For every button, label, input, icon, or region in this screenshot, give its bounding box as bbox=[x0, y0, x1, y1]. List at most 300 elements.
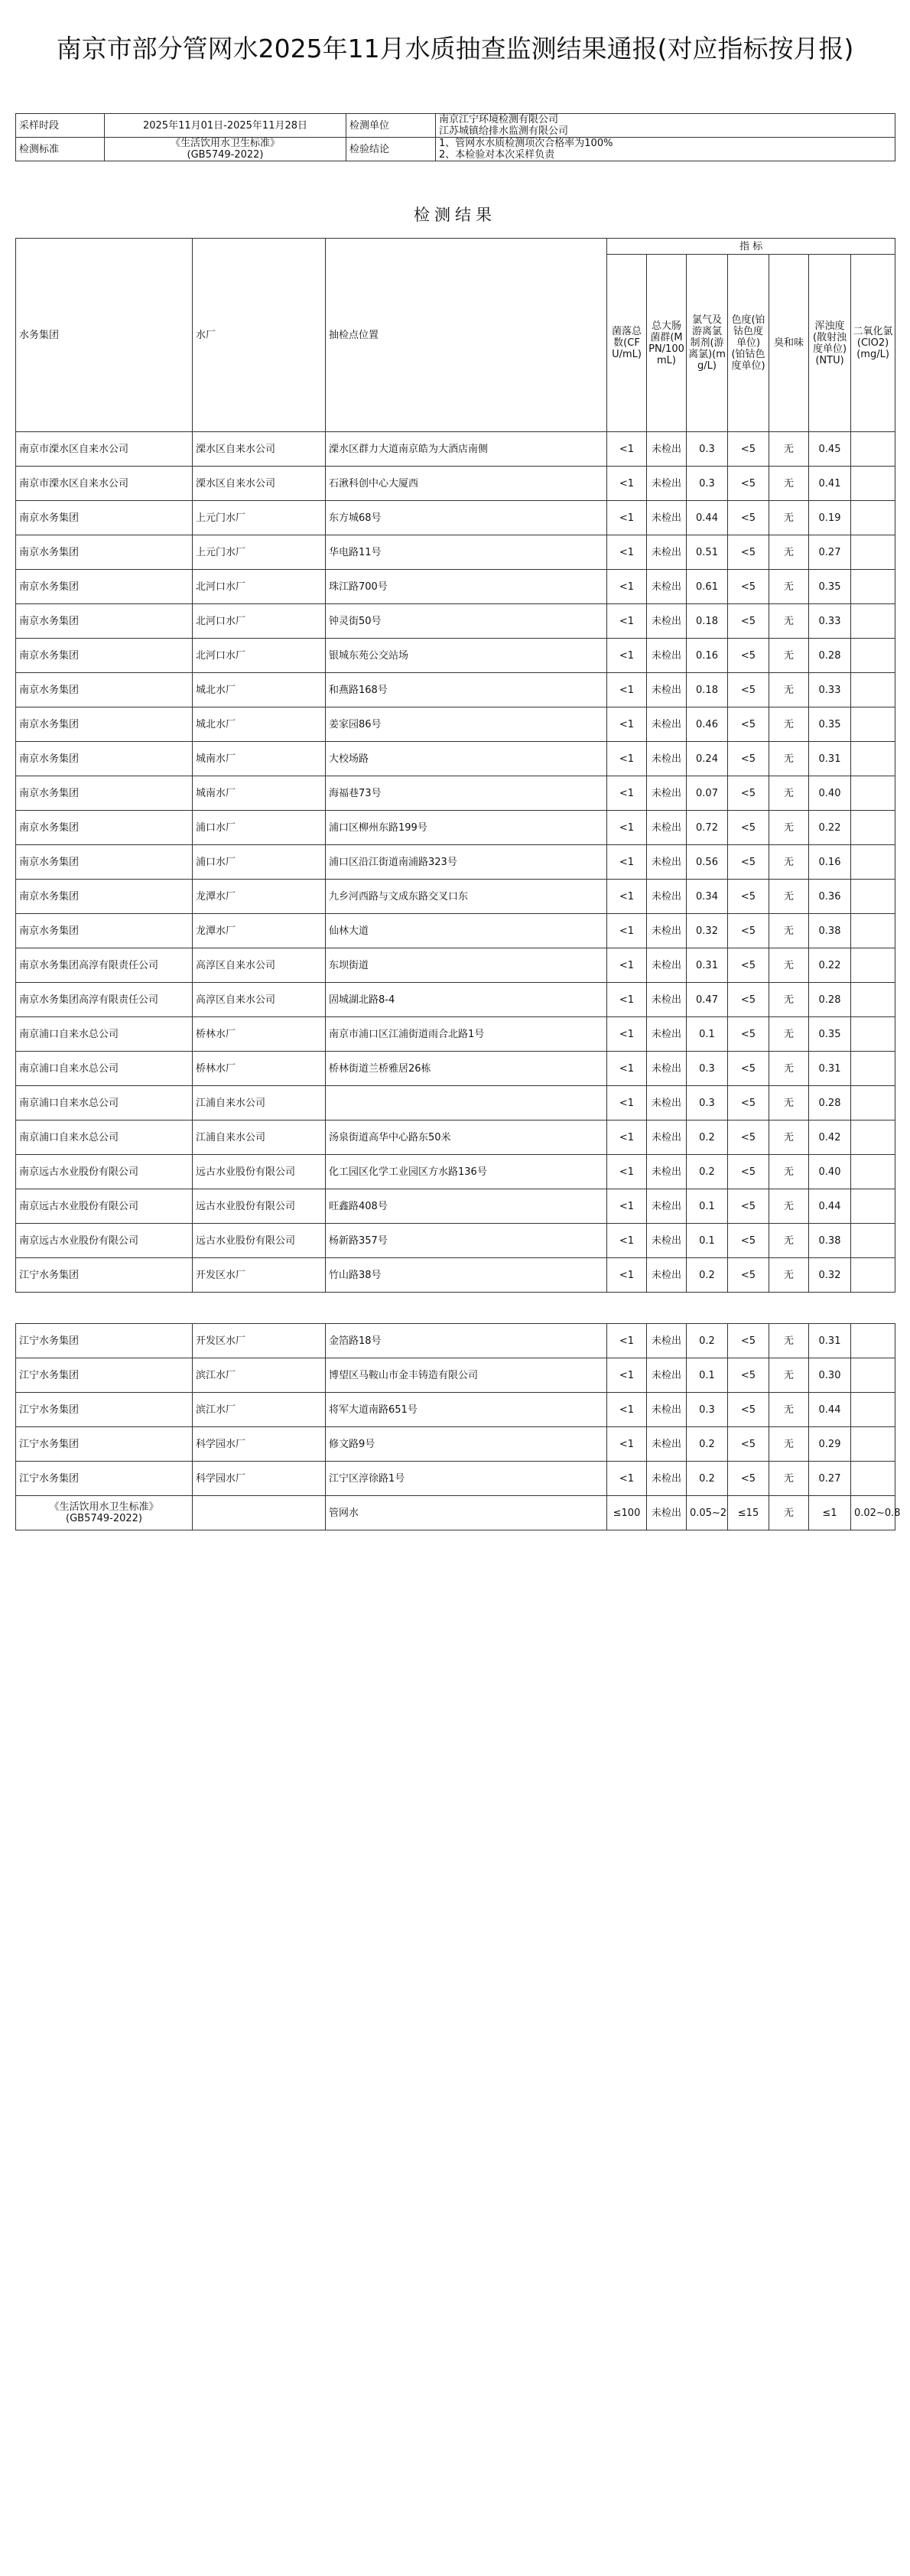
cell-turbidity: 0.29 bbox=[809, 1427, 851, 1462]
cell-odor: 无 bbox=[769, 1189, 809, 1224]
cell-location: 华电路11号 bbox=[326, 535, 607, 570]
cell-cfu: <1 bbox=[607, 1358, 647, 1393]
table-row bbox=[16, 776, 895, 811]
cell-turbidity: 0.28 bbox=[809, 639, 851, 673]
cell-coliform: 未检出 bbox=[647, 1427, 687, 1462]
cell-cfu: <1 bbox=[607, 432, 647, 467]
table-row bbox=[16, 983, 895, 1017]
cell-plant: 北河口水厂 bbox=[193, 570, 326, 604]
standard-row bbox=[16, 1496, 895, 1530]
table-row bbox=[16, 1258, 895, 1293]
cell-clo2 bbox=[851, 501, 895, 535]
cell-odor: 无 bbox=[769, 914, 809, 948]
cell-chlorine: 0.72 bbox=[687, 811, 728, 845]
info-table bbox=[15, 113, 895, 161]
cell-color: <5 bbox=[728, 1224, 769, 1258]
cell-coliform: 未检出 bbox=[647, 604, 687, 639]
cell-location: 银城东苑公交站场 bbox=[326, 639, 607, 673]
cell-location: 东方城68号 bbox=[326, 501, 607, 535]
cell-color: <5 bbox=[728, 673, 769, 707]
cell-cfu: <1 bbox=[607, 948, 647, 983]
cell-clo2 bbox=[851, 1358, 895, 1393]
standard-v2: 未检出 bbox=[647, 1496, 687, 1530]
cell-plant: 城南水厂 bbox=[193, 742, 326, 776]
cell-chlorine: 0.46 bbox=[687, 707, 728, 742]
cell-location: 海福巷73号 bbox=[326, 776, 607, 811]
table-row bbox=[16, 570, 895, 604]
cell-odor: 无 bbox=[769, 776, 809, 811]
cell-cfu: <1 bbox=[607, 776, 647, 811]
cell-plant: 北河口水厂 bbox=[193, 604, 326, 639]
header-col7: 二氧化氯(ClO2)(mg/L) bbox=[851, 255, 895, 432]
cell-turbidity: 0.35 bbox=[809, 707, 851, 742]
cell-group: 南京浦口自来水总公司 bbox=[16, 1086, 193, 1120]
cell-turbidity: 0.28 bbox=[809, 1086, 851, 1120]
cell-turbidity: 0.35 bbox=[809, 570, 851, 604]
cell-clo2 bbox=[851, 604, 895, 639]
cell-cfu: <1 bbox=[607, 880, 647, 914]
table-row bbox=[16, 604, 895, 639]
cell-odor: 无 bbox=[769, 1324, 809, 1358]
cell-chlorine: 0.1 bbox=[687, 1017, 728, 1052]
cell-turbidity: 0.19 bbox=[809, 501, 851, 535]
cell-group: 江宁水务集团 bbox=[16, 1324, 193, 1358]
cell-coliform: 未检出 bbox=[647, 673, 687, 707]
cell-cfu: <1 bbox=[607, 811, 647, 845]
cell-group: 江宁水务集团 bbox=[16, 1258, 193, 1293]
cell-color: <5 bbox=[728, 983, 769, 1017]
cell-clo2 bbox=[851, 432, 895, 467]
cell-clo2 bbox=[851, 742, 895, 776]
conclusion-value bbox=[436, 138, 895, 161]
cell-chlorine: 0.1 bbox=[687, 1358, 728, 1393]
cell-plant: 科学园水厂 bbox=[193, 1462, 326, 1496]
standard-v3: 0.05~2 bbox=[687, 1496, 728, 1530]
cell-color: <5 bbox=[728, 1462, 769, 1496]
cell-chlorine: 0.34 bbox=[687, 880, 728, 914]
cell-color: <5 bbox=[728, 467, 769, 501]
cell-clo2 bbox=[851, 1120, 895, 1155]
cell-location: 钟灵街50号 bbox=[326, 604, 607, 639]
cell-location: 东坝街道 bbox=[326, 948, 607, 983]
cell-plant: 龙潭水厂 bbox=[193, 880, 326, 914]
cell-coliform: 未检出 bbox=[647, 467, 687, 501]
cell-turbidity: 0.27 bbox=[809, 1462, 851, 1496]
cell-clo2 bbox=[851, 880, 895, 914]
table-row bbox=[16, 1017, 895, 1052]
cell-location: 修文路9号 bbox=[326, 1427, 607, 1462]
cell-chlorine: 0.2 bbox=[687, 1155, 728, 1189]
cell-plant: 浦口水厂 bbox=[193, 811, 326, 845]
cell-turbidity: 0.35 bbox=[809, 1017, 851, 1052]
cell-odor: 无 bbox=[769, 1120, 809, 1155]
standard-label: 检测标准 bbox=[16, 138, 105, 161]
cell-clo2 bbox=[851, 1086, 895, 1120]
cell-group: 南京浦口自来水总公司 bbox=[16, 1120, 193, 1155]
cell-odor: 无 bbox=[769, 1427, 809, 1462]
cell-clo2 bbox=[851, 811, 895, 845]
cell-color: <5 bbox=[728, 948, 769, 983]
cell-cfu: <1 bbox=[607, 570, 647, 604]
cell-cfu: <1 bbox=[607, 707, 647, 742]
cell-chlorine: 0.24 bbox=[687, 742, 728, 776]
cell-group: 南京水务集团 bbox=[16, 535, 193, 570]
cell-coliform: 未检出 bbox=[647, 983, 687, 1017]
cell-group: 南京浦口自来水总公司 bbox=[16, 1052, 193, 1086]
cell-coliform: 未检出 bbox=[647, 432, 687, 467]
cell-color: <5 bbox=[728, 1017, 769, 1052]
cell-location: 竹山路38号 bbox=[326, 1258, 607, 1293]
table-row bbox=[16, 467, 895, 501]
cell-location: 溧水区群力大道南京皓为大酒店南侧 bbox=[326, 432, 607, 467]
table-row bbox=[16, 742, 895, 776]
cell-chlorine: 0.1 bbox=[687, 1224, 728, 1258]
cell-plant: 浦口水厂 bbox=[193, 845, 326, 880]
standard-value-2: (GB5749-2022) bbox=[187, 149, 264, 161]
cell-coliform: 未检出 bbox=[647, 639, 687, 673]
cell-coliform: 未检出 bbox=[647, 1224, 687, 1258]
cell-odor: 无 bbox=[769, 570, 809, 604]
table-row bbox=[16, 501, 895, 535]
cell-chlorine: 0.18 bbox=[687, 604, 728, 639]
cell-group: 南京水务集团高淳有限责任公司 bbox=[16, 948, 193, 983]
cell-color: <5 bbox=[728, 535, 769, 570]
cell-turbidity: 0.44 bbox=[809, 1189, 851, 1224]
cell-location: 浦口区柳州东路199号 bbox=[326, 811, 607, 845]
cell-location: 旺鑫路408号 bbox=[326, 1189, 607, 1224]
cell-odor: 无 bbox=[769, 467, 809, 501]
cell-group: 南京远古水业股份有限公司 bbox=[16, 1224, 193, 1258]
cell-odor: 无 bbox=[769, 1224, 809, 1258]
table-row bbox=[16, 1393, 895, 1427]
table-row bbox=[16, 1358, 895, 1393]
cell-group: 南京水务集团 bbox=[16, 501, 193, 535]
cell-cfu: <1 bbox=[607, 1017, 647, 1052]
table-row bbox=[16, 1462, 895, 1496]
standard-value bbox=[105, 138, 346, 161]
cell-turbidity: 0.38 bbox=[809, 914, 851, 948]
unit-value-1: 南京江宁环境检测有限公司 bbox=[439, 114, 559, 125]
cell-clo2 bbox=[851, 1224, 895, 1258]
cell-plant: 桥林水厂 bbox=[193, 1052, 326, 1086]
cell-coliform: 未检出 bbox=[647, 742, 687, 776]
cell-chlorine: 0.1 bbox=[687, 1189, 728, 1224]
cell-color: <5 bbox=[728, 742, 769, 776]
cell-cfu: <1 bbox=[607, 467, 647, 501]
cell-group: 江宁水务集团 bbox=[16, 1358, 193, 1393]
cell-color: <5 bbox=[728, 1358, 769, 1393]
header-plant: 水厂 bbox=[193, 239, 326, 432]
cell-coliform: 未检出 bbox=[647, 1462, 687, 1496]
cell-cfu: <1 bbox=[607, 1393, 647, 1427]
cell-clo2 bbox=[851, 1052, 895, 1086]
cell-turbidity: 0.45 bbox=[809, 432, 851, 467]
standard-name-1: 《生活饮用水卫生标准》 bbox=[49, 1501, 159, 1513]
cell-chlorine: 0.32 bbox=[687, 914, 728, 948]
cell-turbidity: 0.44 bbox=[809, 1393, 851, 1427]
cell-plant: 北河口水厂 bbox=[193, 639, 326, 673]
cell-coliform: 未检出 bbox=[647, 914, 687, 948]
cell-group: 南京水务集团 bbox=[16, 811, 193, 845]
cell-clo2 bbox=[851, 914, 895, 948]
cell-odor: 无 bbox=[769, 811, 809, 845]
cell-turbidity: 0.41 bbox=[809, 467, 851, 501]
table-row bbox=[16, 707, 895, 742]
cell-group: 南京水务集团 bbox=[16, 673, 193, 707]
standard-name bbox=[16, 1496, 193, 1530]
cell-coliform: 未检出 bbox=[647, 776, 687, 811]
cell-chlorine: 0.2 bbox=[687, 1258, 728, 1293]
cell-group: 南京水务集团 bbox=[16, 776, 193, 811]
cell-turbidity: 0.31 bbox=[809, 1052, 851, 1086]
cell-odor: 无 bbox=[769, 1258, 809, 1293]
table-row bbox=[16, 1155, 895, 1189]
cell-group: 南京远古水业股份有限公司 bbox=[16, 1189, 193, 1224]
cell-cfu: <1 bbox=[607, 1086, 647, 1120]
cell-cfu: <1 bbox=[607, 604, 647, 639]
cell-odor: 无 bbox=[769, 501, 809, 535]
unit-label: 检测单位 bbox=[346, 114, 436, 138]
cell-group: 南京水务集团 bbox=[16, 742, 193, 776]
cell-color: <5 bbox=[728, 604, 769, 639]
table-row bbox=[16, 1086, 895, 1120]
cell-odor: 无 bbox=[769, 983, 809, 1017]
cell-color: <5 bbox=[728, 501, 769, 535]
standard-plant bbox=[193, 1496, 326, 1530]
standard-v1: ≤100 bbox=[607, 1496, 647, 1530]
cell-coliform: 未检出 bbox=[647, 1052, 687, 1086]
cell-odor: 无 bbox=[769, 432, 809, 467]
cell-chlorine: 0.3 bbox=[687, 432, 728, 467]
cell-location: 将军大道南路651号 bbox=[326, 1393, 607, 1427]
cell-turbidity: 0.28 bbox=[809, 983, 851, 1017]
cell-plant: 远古水业股份有限公司 bbox=[193, 1224, 326, 1258]
cell-plant: 上元门水厂 bbox=[193, 501, 326, 535]
cell-odor: 无 bbox=[769, 1393, 809, 1427]
cell-location: 汤泉街道高华中心路东50米 bbox=[326, 1120, 607, 1155]
table-row bbox=[16, 1224, 895, 1258]
cell-clo2 bbox=[851, 776, 895, 811]
cell-location: 杨新路357号 bbox=[326, 1224, 607, 1258]
cell-location: 化工园区化学工业园区方水路136号 bbox=[326, 1155, 607, 1189]
cell-color: <5 bbox=[728, 570, 769, 604]
conclusion-1: 1、管网水水质检测项次合格率为100% bbox=[439, 138, 613, 149]
page-title: 南京市部分管网水2025年11月水质抽查监测结果通报(对应指标按月报) bbox=[56, 34, 854, 63]
cell-coliform: 未检出 bbox=[647, 1189, 687, 1224]
cell-location: 大校场路 bbox=[326, 742, 607, 776]
cell-coliform: 未检出 bbox=[647, 1258, 687, 1293]
cell-chlorine: 0.61 bbox=[687, 570, 728, 604]
cell-clo2 bbox=[851, 570, 895, 604]
cell-odor: 无 bbox=[769, 880, 809, 914]
sampling-label: 采样时段 bbox=[16, 114, 105, 138]
cell-turbidity: 0.22 bbox=[809, 948, 851, 983]
results-table bbox=[15, 238, 901, 1530]
cell-coliform: 未检出 bbox=[647, 811, 687, 845]
cell-group: 南京水务集团 bbox=[16, 845, 193, 880]
cell-color: <5 bbox=[728, 1155, 769, 1189]
cell-plant: 江浦自来水公司 bbox=[193, 1086, 326, 1120]
cell-cfu: <1 bbox=[607, 1324, 647, 1358]
table-row bbox=[16, 432, 895, 467]
table-row bbox=[16, 1324, 895, 1358]
cell-odor: 无 bbox=[769, 742, 809, 776]
cell-chlorine: 0.07 bbox=[687, 776, 728, 811]
cell-group: 南京水务集团 bbox=[16, 639, 193, 673]
cell-plant: 滨江水厂 bbox=[193, 1393, 326, 1427]
cell-chlorine: 0.2 bbox=[687, 1462, 728, 1496]
cell-plant: 远古水业股份有限公司 bbox=[193, 1189, 326, 1224]
cell-chlorine: 0.3 bbox=[687, 1393, 728, 1427]
results-body-2 bbox=[16, 1324, 895, 1496]
cell-chlorine: 0.3 bbox=[687, 467, 728, 501]
cell-location: 固城湖北路8-4 bbox=[326, 983, 607, 1017]
cell-color: <5 bbox=[728, 432, 769, 467]
cell-turbidity: 0.36 bbox=[809, 880, 851, 914]
cell-plant: 远古水业股份有限公司 bbox=[193, 1155, 326, 1189]
cell-plant: 城南水厂 bbox=[193, 776, 326, 811]
cell-coliform: 未检出 bbox=[647, 880, 687, 914]
cell-clo2 bbox=[851, 707, 895, 742]
cell-color: <5 bbox=[728, 1258, 769, 1293]
cell-group: 南京水务集团 bbox=[16, 914, 193, 948]
table-row bbox=[16, 811, 895, 845]
cell-clo2 bbox=[851, 1017, 895, 1052]
unit-value bbox=[436, 114, 895, 138]
cell-odor: 无 bbox=[769, 948, 809, 983]
cell-plant: 上元门水厂 bbox=[193, 535, 326, 570]
table-row bbox=[16, 1052, 895, 1086]
cell-clo2 bbox=[851, 845, 895, 880]
cell-location: 桥林街道兰桥雅居26栋 bbox=[326, 1052, 607, 1086]
header-col1: 菌落总数(CFU/mL) bbox=[607, 255, 647, 432]
cell-chlorine: 0.51 bbox=[687, 535, 728, 570]
cell-coliform: 未检出 bbox=[647, 1393, 687, 1427]
cell-chlorine: 0.2 bbox=[687, 1427, 728, 1462]
standard-value-1: 《生活饮用水卫生标准》 bbox=[170, 138, 280, 149]
cell-chlorine: 0.31 bbox=[687, 948, 728, 983]
cell-group: 南京水务集团 bbox=[16, 604, 193, 639]
cell-odor: 无 bbox=[769, 1086, 809, 1120]
cell-plant: 江浦自来水公司 bbox=[193, 1120, 326, 1155]
cell-chlorine: 0.18 bbox=[687, 673, 728, 707]
header-col2: 总大肠菌群(MPN/100mL) bbox=[647, 255, 687, 432]
unit-value-2: 江苏城镇给排水监测有限公司 bbox=[439, 125, 569, 137]
cell-odor: 无 bbox=[769, 845, 809, 880]
cell-group: 南京浦口自来水总公司 bbox=[16, 1017, 193, 1052]
cell-location: 九乡河西路与文成东路交叉口东 bbox=[326, 880, 607, 914]
standard-v4: ≤15 bbox=[728, 1496, 769, 1530]
cell-turbidity: 0.33 bbox=[809, 673, 851, 707]
standard-body bbox=[16, 1496, 901, 1530]
cell-clo2 bbox=[851, 467, 895, 501]
table-row bbox=[16, 880, 895, 914]
cell-group: 南京市溧水区自来水公司 bbox=[16, 432, 193, 467]
cell-location: 石湫科创中心大厦西 bbox=[326, 467, 607, 501]
cell-location: 金箔路18号 bbox=[326, 1324, 607, 1358]
cell-cfu: <1 bbox=[607, 1189, 647, 1224]
cell-location: 浦口区沿江街道南浦路323号 bbox=[326, 845, 607, 880]
cell-color: <5 bbox=[728, 639, 769, 673]
header-col5: 臭和味 bbox=[769, 255, 809, 432]
cell-cfu: <1 bbox=[607, 1052, 647, 1086]
cell-coliform: 未检出 bbox=[647, 1358, 687, 1393]
cell-clo2 bbox=[851, 983, 895, 1017]
cell-group: 南京水务集团 bbox=[16, 570, 193, 604]
cell-chlorine: 0.56 bbox=[687, 845, 728, 880]
table-row bbox=[16, 1120, 895, 1155]
cell-clo2 bbox=[851, 1393, 895, 1427]
cell-color: <5 bbox=[728, 1189, 769, 1224]
cell-turbidity: 0.31 bbox=[809, 1324, 851, 1358]
cell-odor: 无 bbox=[769, 673, 809, 707]
cell-coliform: 未检出 bbox=[647, 948, 687, 983]
cell-color: <5 bbox=[728, 914, 769, 948]
table-row bbox=[16, 1189, 895, 1224]
table-row bbox=[16, 914, 895, 948]
cell-color: <5 bbox=[728, 1120, 769, 1155]
cell-location: 江宁区淳徐路1号 bbox=[326, 1462, 607, 1496]
cell-chlorine: 0.3 bbox=[687, 1052, 728, 1086]
cell-odor: 无 bbox=[769, 1358, 809, 1393]
cell-color: <5 bbox=[728, 1052, 769, 1086]
cell-group: 江宁水务集团 bbox=[16, 1427, 193, 1462]
cell-odor: 无 bbox=[769, 604, 809, 639]
cell-coliform: 未检出 bbox=[647, 501, 687, 535]
standard-v5: 无 bbox=[769, 1496, 809, 1530]
cell-color: <5 bbox=[728, 880, 769, 914]
cell-clo2 bbox=[851, 639, 895, 673]
table-row bbox=[16, 1427, 895, 1462]
cell-clo2 bbox=[851, 1189, 895, 1224]
cell-turbidity: 0.32 bbox=[809, 1258, 851, 1293]
cell-group: 江宁水务集团 bbox=[16, 1462, 193, 1496]
cell-cfu: <1 bbox=[607, 639, 647, 673]
cell-clo2 bbox=[851, 1258, 895, 1293]
cell-cfu: <1 bbox=[607, 1462, 647, 1496]
cell-turbidity: 0.42 bbox=[809, 1120, 851, 1155]
cell-location: 珠江路700号 bbox=[326, 570, 607, 604]
cell-clo2 bbox=[851, 1324, 895, 1358]
cell-coliform: 未检出 bbox=[647, 1324, 687, 1358]
cell-chlorine: 0.3 bbox=[687, 1086, 728, 1120]
cell-odor: 无 bbox=[769, 1052, 809, 1086]
cell-location: 和燕路168号 bbox=[326, 673, 607, 707]
cell-cfu: <1 bbox=[607, 914, 647, 948]
standard-name-2: (GB5749-2022) bbox=[66, 1513, 142, 1524]
cell-odor: 无 bbox=[769, 639, 809, 673]
standard-v6: ≤1 bbox=[809, 1496, 851, 1530]
cell-color: <5 bbox=[728, 811, 769, 845]
standard-type: 管网水 bbox=[326, 1496, 607, 1530]
cell-clo2 bbox=[851, 1155, 895, 1189]
cell-cfu: <1 bbox=[607, 673, 647, 707]
cell-plant: 溧水区自来水公司 bbox=[193, 432, 326, 467]
header-col3: 氯气及游离氯制剂(游离氯)(mg/L) bbox=[687, 255, 728, 432]
sampling-value: 2025年11月01日-2025年11月28日 bbox=[105, 114, 346, 138]
cell-coliform: 未检出 bbox=[647, 1120, 687, 1155]
cell-odor: 无 bbox=[769, 535, 809, 570]
results-body bbox=[16, 432, 895, 1293]
cell-chlorine: 0.16 bbox=[687, 639, 728, 673]
cell-plant: 龙潭水厂 bbox=[193, 914, 326, 948]
cell-turbidity: 0.33 bbox=[809, 604, 851, 639]
cell-color: <5 bbox=[728, 1324, 769, 1358]
cell-turbidity: 0.40 bbox=[809, 1155, 851, 1189]
cell-turbidity: 0.27 bbox=[809, 535, 851, 570]
table-row bbox=[16, 639, 895, 673]
cell-group: 南京市溧水区自来水公司 bbox=[16, 467, 193, 501]
